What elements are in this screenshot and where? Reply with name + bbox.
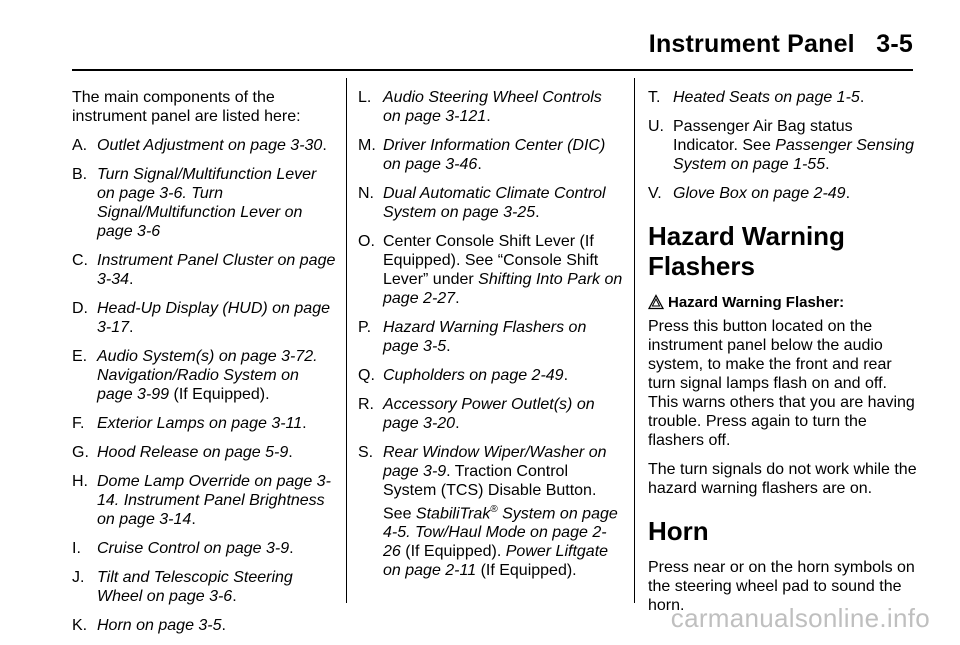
- item-link[interactable]: Instrument Panel Cluster on page 3-34: [97, 252, 336, 288]
- item-link[interactable]: Head-Up Display (HUD) on page 3-17: [97, 300, 330, 336]
- hazard-body: Press this button located on the instrument panel below the audio system, to make the front and rear turn signal lamps flash on and off. This warns others that you are having trouble. Press again to turn the flashers off.: [648, 318, 915, 449]
- column-divider-1: [346, 78, 347, 603]
- hazard-label-row: [648, 293, 918, 315]
- horn-body: Press near or on the horn symbols on the steering wheel pad to sound the horn.: [648, 559, 915, 614]
- item-link[interactable]: Cupholders on page 2-49: [383, 367, 564, 384]
- item-trailing-text: .: [232, 588, 237, 605]
- list-item-p: P. Hazard Warning Flashers on page 3-5.: [358, 319, 587, 355]
- item-link[interactable]: System on page 4-5. Tow/Haul Mode on page 2-26: [383, 505, 618, 561]
- item-link[interactable]: Heated Seats on page 1-5: [673, 89, 860, 106]
- column-1: [72, 88, 337, 645]
- item-trailing-text: .: [191, 511, 196, 528]
- list-item: [72, 539, 337, 558]
- item-link[interactable]: Shifting Into Park on page 2-27: [383, 271, 623, 307]
- item-text: Center Console Shift Lever (If Equipped). See “Console Shift Lever” under: [383, 233, 599, 288]
- item-link[interactable]: Outlet Adjustment on page 3-30: [97, 137, 323, 154]
- column-2: [358, 88, 623, 590]
- item-letter: N.: [358, 185, 374, 202]
- item-letter: V.: [648, 185, 662, 202]
- hazard-note: The turn signals do not work while the hazard warning flashers are on.: [648, 461, 917, 497]
- hazard-triangle-icon: [648, 294, 668, 315]
- list-item-u: U. Passenger Air Bag status Indicator. See Passenger Sensing System on page 1-55.: [648, 118, 915, 173]
- item-trailing-text: .: [129, 319, 134, 336]
- list-item: [72, 165, 337, 241]
- list-item-o: O. Center Console Shift Lever (If Equipped). See “Console Shift Lever” under Shifting Into Park on page 2-27.: [358, 233, 623, 307]
- list-item: [72, 616, 337, 635]
- item-letter: K.: [72, 617, 88, 634]
- list-item: [72, 472, 337, 529]
- item-letter: U.: [648, 118, 664, 135]
- list-item-s: S. Rear Window Wiper/Washer on page 3-9. Traction Control System (TCS) Disable Button. See StabiliTrak® System on page 4-5. Tow/Haul Mode on page 2-26 (If Equipped). Power Liftgate on page 2-11 (If Equipped).: [358, 444, 618, 580]
- item-link[interactable]: Audio System(s) on page 3-72. Navigation/Radio System on page 3-99: [97, 348, 318, 403]
- item-trailing-text: .: [289, 540, 294, 557]
- item-link[interactable]: Rear Window Wiper/Washer on page 3-9: [383, 444, 607, 480]
- item-letter: R.: [358, 396, 374, 413]
- item-letter: H.: [72, 473, 88, 490]
- list-item: [72, 568, 337, 606]
- item-letter: S.: [358, 444, 374, 461]
- list-item: [72, 414, 337, 433]
- item-letter: B.: [72, 166, 88, 183]
- item-letter: L.: [358, 89, 372, 106]
- page-header: [649, 30, 913, 59]
- item-letter: E.: [72, 348, 88, 365]
- list-item: [72, 251, 337, 289]
- item-letter: P.: [358, 319, 372, 336]
- item-link[interactable]: Exterior Lamps on page 3-11: [97, 415, 303, 432]
- list-item: [72, 347, 337, 404]
- item-letter: Q.: [358, 367, 375, 384]
- list-item-t: T. Heated Seats on page 1-5.: [648, 89, 865, 106]
- list-item: [72, 299, 337, 337]
- item-link[interactable]: Tilt and Telescopic Steering Wheel on page 3-6: [97, 569, 293, 605]
- page-number: 3-5: [876, 30, 913, 58]
- item-letter: F.: [72, 415, 85, 432]
- item-link[interactable]: Accessory Power Outlet(s) on page 3-20: [383, 396, 595, 432]
- item-letter: O.: [358, 233, 375, 250]
- registered-mark: ®: [490, 504, 498, 515]
- list-item-n: N. Dual Automatic Climate Control System on page 3-25.: [358, 185, 606, 221]
- item-trailing-text: (If Equipped).: [169, 386, 270, 403]
- item-link[interactable]: StabiliTrak: [415, 505, 491, 523]
- item-letter: I.: [72, 540, 81, 557]
- watermark: carmanualsonline.info: [670, 603, 930, 633]
- list-item: [72, 136, 337, 155]
- item-trailing-text: .: [302, 415, 307, 432]
- item-link[interactable]: Power Liftgate on page 2-11: [383, 543, 609, 580]
- item-letter: M.: [358, 137, 376, 154]
- horn-heading: Horn: [648, 516, 709, 546]
- item-letter: G.: [72, 444, 89, 461]
- item-trailing-text: .: [322, 137, 327, 154]
- list-item-r: R. Accessory Power Outlet(s) on page 3-20.: [358, 396, 595, 432]
- component-list: [72, 136, 337, 635]
- item-link[interactable]: Glove Box on page 2-49: [673, 185, 846, 202]
- item-link[interactable]: Audio Steering Wheel Controls on page 3-121: [383, 89, 602, 125]
- item-link[interactable]: Dual Automatic Climate Control System on page 3-25: [383, 185, 606, 221]
- item-trailing-text: .: [288, 444, 293, 461]
- column-divider-2: [634, 78, 635, 603]
- list-item-q: Q. Cupholders on page 2-49.: [358, 367, 569, 384]
- section-title: Instrument Panel: [648, 30, 855, 58]
- item-link[interactable]: Horn on page 3-5: [97, 617, 222, 634]
- list-item-m: M. Driver Information Center (DIC) on page 3-46.: [358, 137, 606, 173]
- item-letter: C.: [72, 252, 88, 269]
- hazard-heading: Hazard Warning Flashers: [648, 221, 845, 281]
- item-letter: T.: [648, 89, 661, 106]
- hazard-label: Hazard Warning Flasher:: [668, 294, 845, 311]
- item-link[interactable]: Passenger Sensing System on page 1-55: [673, 137, 915, 173]
- header-rule: [72, 69, 913, 71]
- list-item: [72, 443, 337, 462]
- item-link[interactable]: Hazard Warning Flashers on page 3-5: [383, 319, 587, 355]
- item-letter: A.: [72, 137, 88, 154]
- list-item-v: V. Glove Box on page 2-49.: [648, 185, 851, 202]
- item-link[interactable]: Driver Information Center (DIC) on page 3-46: [383, 137, 606, 173]
- item-letter: J.: [72, 569, 85, 586]
- column-3: [648, 88, 918, 625]
- item-trailing-text: .: [221, 617, 226, 634]
- item-trailing-text: .: [129, 271, 134, 288]
- item-link[interactable]: Turn Signal/Multifunction Lever on page 3-6. Turn Signal/Multifunction Lever on page 3-6: [97, 166, 317, 240]
- item-link[interactable]: Cruise Control on page 3-9: [97, 540, 290, 557]
- item-link[interactable]: Hood Release on page 5-9: [97, 444, 289, 461]
- item-text: Passenger Air Bag status Indicator. See: [673, 118, 853, 154]
- intro-text: The main components of the instrument panel are listed here:: [72, 89, 301, 125]
- item-link[interactable]: Dome Lamp Override on page 3-14. Instrument Panel Brightness on page 3-14: [97, 473, 331, 528]
- list-item-l: L. Audio Steering Wheel Controls on page 3-121.: [358, 89, 602, 125]
- item-letter: D.: [72, 300, 88, 317]
